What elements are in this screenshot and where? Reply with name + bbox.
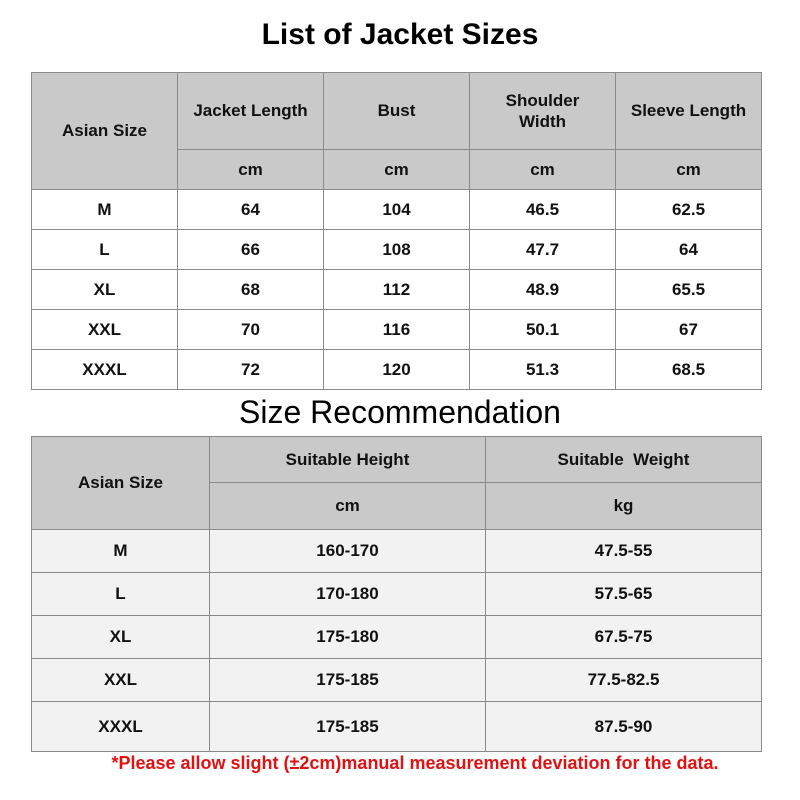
table2-size-header: Asian Size (32, 437, 210, 530)
cell-size: XL (32, 616, 210, 659)
cell-size: XXXL (32, 702, 210, 752)
cell-shoulder-width: 51.3 (470, 350, 616, 390)
cell-size: M (32, 190, 178, 230)
cell-size: L (32, 573, 210, 616)
table-row (32, 616, 762, 659)
header-shoulder-width (470, 73, 616, 150)
cell-height: 175-185 (210, 702, 486, 752)
cell-bust: 112 (324, 270, 470, 310)
table-row (32, 702, 762, 752)
header-suitable-height: Suitable Height (210, 437, 486, 483)
table-row (32, 573, 762, 616)
table-row (32, 190, 762, 230)
table1-header-row (32, 73, 762, 150)
cell-sleeve-length: 65.5 (616, 270, 762, 310)
table-row (32, 270, 762, 310)
cell-height: 175-180 (210, 616, 486, 659)
cell-shoulder-width: 47.7 (470, 230, 616, 270)
cell-size: L (32, 230, 178, 270)
cell-bust: 108 (324, 230, 470, 270)
measurement-deviation-note: *Please allow slight (±2cm)manual measurement deviation for the data. (111, 753, 719, 773)
cell-sleeve-length: 62.5 (616, 190, 762, 230)
size-recommendation-title: Size Recommendation (239, 394, 561, 430)
table-row (32, 310, 762, 350)
cell-bust: 116 (324, 310, 470, 350)
cell-bust: 120 (324, 350, 470, 390)
cell-shoulder-width: 48.9 (470, 270, 616, 310)
cell-sleeve-length: 64 (616, 230, 762, 270)
cell-size: M (32, 530, 210, 573)
cell-sleeve-length: 68.5 (616, 350, 762, 390)
cell-size: XXL (32, 659, 210, 702)
cell-size: XL (32, 270, 178, 310)
cell-size: XXL (32, 310, 178, 350)
unit-suitable-height: cm (210, 483, 486, 530)
header-bust: Bust (324, 73, 470, 150)
unit-bust: cm (324, 150, 470, 190)
table-row (32, 350, 762, 390)
cell-jacket-length: 64 (178, 190, 324, 230)
header-suitable-weight: Suitable Weight (486, 437, 762, 483)
cell-jacket-length: 66 (178, 230, 324, 270)
cell-jacket-length: 70 (178, 310, 324, 350)
cell-height: 160-170 (210, 530, 486, 573)
cell-weight: 77.5-82.5 (486, 659, 762, 702)
header-shoulder-width-label: Shoulder Width (505, 91, 580, 131)
table1-size-header: Asian Size (32, 73, 178, 190)
cell-bust: 104 (324, 190, 470, 230)
unit-suitable-weight: kg (486, 483, 762, 530)
cell-weight: 57.5-65 (486, 573, 762, 616)
cell-weight: 47.5-55 (486, 530, 762, 573)
table2-header-row (32, 437, 762, 483)
unit-sleeve-length: cm (616, 150, 762, 190)
cell-jacket-length: 68 (178, 270, 324, 310)
unit-jacket-length: cm (178, 150, 324, 190)
header-sleeve-length: Sleeve Length (616, 73, 762, 150)
cell-shoulder-width: 46.5 (470, 190, 616, 230)
table-row (32, 230, 762, 270)
table-row (32, 659, 762, 702)
cell-height: 170-180 (210, 573, 486, 616)
jacket-size-table (31, 72, 762, 390)
cell-height: 175-185 (210, 659, 486, 702)
cell-weight: 67.5-75 (486, 616, 762, 659)
cell-weight: 87.5-90 (486, 702, 762, 752)
size-recommendation-table (31, 436, 762, 752)
unit-shoulder-width: cm (470, 150, 616, 190)
jacket-sizes-title: List of Jacket Sizes (261, 18, 539, 51)
cell-size: XXXL (32, 350, 178, 390)
table-row (32, 530, 762, 573)
cell-shoulder-width: 50.1 (470, 310, 616, 350)
cell-sleeve-length: 67 (616, 310, 762, 350)
cell-jacket-length: 72 (178, 350, 324, 390)
header-jacket-length: Jacket Length (178, 73, 324, 150)
